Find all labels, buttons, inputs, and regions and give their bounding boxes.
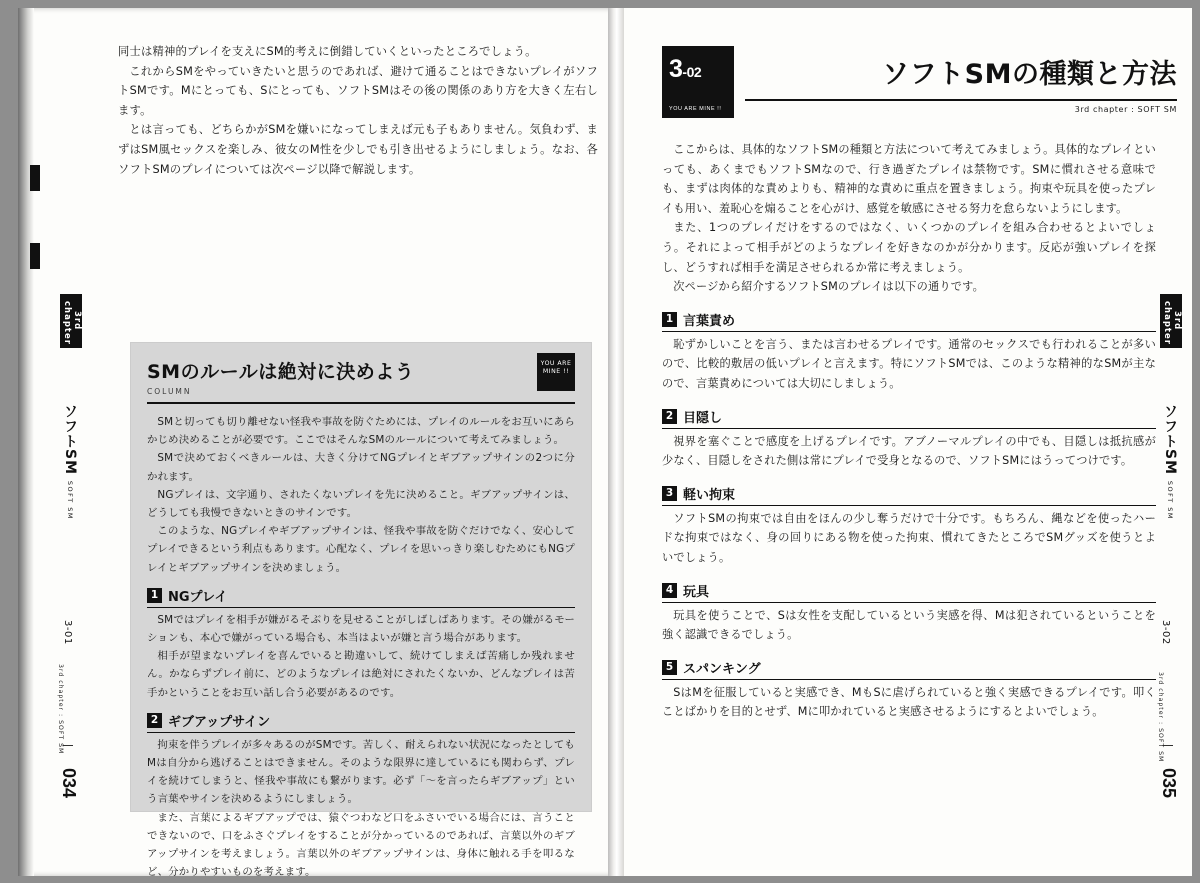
right-section-label [1160, 404, 1180, 520]
right-page-title-block [745, 52, 1177, 114]
left-section-label-sub: SOFT SM [66, 480, 74, 521]
left-page-number: 034 [59, 768, 79, 799]
section-heading [662, 658, 1156, 680]
title-rule [745, 99, 1177, 101]
section-number: 2 [662, 409, 677, 424]
binding-tab-icon [30, 243, 40, 269]
section-title: スパンキング [683, 661, 761, 677]
paragraph: ソフトSMの拘束では自由をほんの少し奪うだけで十分です。もちろん、縄などを使ったハードな拘束ではなく、身の回りにある物を使った拘束、慣れてきたところでSMグッズを使うとよいでしょう。 [662, 511, 1156, 564]
left-section-label-text: ソフトSM [62, 404, 78, 476]
section-number: 1 [147, 588, 162, 603]
you-are-mine-badge: YOU ARE MINE !! [537, 353, 575, 391]
page-gutter [608, 8, 624, 876]
section-number: 2 [147, 713, 162, 728]
paragraph: また、1つのプレイだけをするのではなく、いくつかのプレイを組み合わせるとよいでしょう。それによって相手がどのようなプレイを好きなのかが分かります。反応が強いプレイを探し、どうすれば相手を満足させられるか常に考えましょう。 [662, 221, 1156, 274]
section-title: 軽い拘束 [683, 487, 736, 503]
left-running-head: 3-01 [62, 620, 73, 645]
chapter-number-main: 3 [669, 55, 683, 83]
paragraph: とは言っても、どちらかがSMを嫌いになってしまえば元も子もありません。気負わず、まずはSM風セックスを楽しみ、彼女のM性を少しでも引き出せるようにしましょう。なお、各ソフトSMのプレイについては次ページ以降で解説します。 [118, 123, 598, 176]
right-chapter-tab: 3rd chapter [1160, 294, 1182, 348]
section-title: 言葉責め [683, 313, 736, 329]
chapter-number-badge [662, 46, 734, 118]
left-page-edge-shadow [18, 8, 34, 876]
binding-tab-icon [30, 165, 40, 191]
section-heading [662, 581, 1156, 603]
section-heading [147, 586, 575, 608]
left-footer-line: 3rd chapter : SOFT SM [57, 664, 64, 755]
right-running-head: 3-02 [1160, 620, 1171, 645]
you-are-mine-tagline: YOU ARE MINE !! [669, 106, 722, 112]
paragraph: 拘束を伴うプレイが多々あるのがSMです。苦しく、耐えられない状況になったとしてもMは自分から逃げることはできません。そのような限界に達しているにも関わらず、プレイを続けてしまうと、怪我や事故にも繋がります。必ず「〜を言ったらギブアップ」という言葉やサインを決めるようにしましょう。 [147, 738, 575, 806]
right-page-number: 035 [1159, 768, 1179, 799]
column-title: SMのルールは絶対に決めよう [147, 361, 415, 383]
paragraph: SMではプレイを相手が嫌がるそぶりを見せることがしばしばあります。その嫌がるモーションも、本心で嫌がっている場合も、本当はよいが嫌と言う場合があります。 [147, 613, 575, 645]
section-title: 目隠し [683, 410, 723, 426]
column-body [131, 404, 591, 881]
section-number: 3 [662, 486, 677, 501]
left-chapter-tab: 3rd chapter [60, 294, 82, 348]
paragraph: 相手が望まないプレイを喜んでいると勘違いして、続けてしまえば苦痛しか残れません。かならずプレイ前に、どのようなプレイは絶対にされたくないか、どんなプレイは苦手かということをお互い話し合う必要があるのです。 [147, 650, 575, 699]
column-box [130, 342, 592, 879]
paragraph: 玩具を使うことで、Sは女性を支配しているという実感を得、Mは犯されているということを強く認識できるでしょう。 [662, 608, 1156, 642]
section-heading [147, 711, 575, 733]
chapter-number [662, 46, 734, 84]
right-footer-line: 3rd chapter : SOFT SM [1157, 672, 1164, 763]
chapter-number-sub: -02 [682, 64, 702, 80]
paragraph: 次ページから紹介するソフトSMのプレイは以下の通りです。 [673, 280, 985, 294]
section-title: ギブアップサイン [168, 714, 271, 730]
section-heading [662, 310, 1156, 332]
left-page-body [118, 42, 598, 179]
section-number: 4 [662, 583, 677, 598]
paragraph: 視界を塞ぐことで感度を上げるプレイです。アブノーマルプレイの中でも、目隠しは抵抗感が少なく、目隠しをされた側は常にプレイで受身となるので、ソフトSMにはうってつけです。 [662, 434, 1156, 468]
section-heading [662, 407, 1156, 429]
column-header [147, 357, 575, 404]
page-title: ソフトSMの種類と方法 [882, 59, 1177, 90]
left-dash: | [62, 744, 74, 747]
section-number: 5 [662, 660, 677, 675]
paragraph: 同士は精神的プレイを支えにSM的考えに倒錯していくといったところでしょう。 [118, 45, 537, 58]
right-dash: | [1162, 744, 1174, 747]
paragraph: SMで決めておくべきルールは、大きく分けてNGプレイとギブアップサインの2つに分かれます。 [147, 452, 575, 483]
paragraph: 恥ずかしいことを言う、または言わせるプレイです。通常のセックスでも行われることが多いので、比較的敷居の低いプレイと言えます。特にソフトSMでは、このような精神的なSMが主なので、言葉責めについては大切にしましょう。 [662, 337, 1156, 390]
paragraph: SMと切っても切り離せない怪我や事故を防ぐためには、プレイのルールをお互いにあらかじめ決めることが必要です。ここではそんなSMのルールについて考えてみましょう。 [147, 416, 575, 447]
paragraph: また、言葉によるギブアップでは、猿ぐつわなど口をふさいでいる場合には、言うことできないので、口をふさぐプレイをすることが分かっているのであれば、言葉以外のギブアップサインを考えましょう。言葉以外のギブアップサインは、身体に触れる手を叩るなど、分かりやすいものを考えます。 [147, 811, 575, 879]
paragraph: NGプレイは、文字通り、されたくないプレイを先に決めること。ギブアップサインは、どうしても我慢できないときのサインです。 [147, 488, 575, 520]
section-title: 玩具 [683, 584, 710, 600]
paragraph: SはMを征服していると実感でき、MもSに虐げられていると強く実感できるプレイです。叩くことばかりを目的とせず、Mに叩かれていると実感させるようにするとよいでしょう。 [662, 685, 1156, 719]
paragraph: このような、NGプレイやギブアップサインは、怪我や事故を防ぐだけでなく、安心してプレイできるという利点もあります。心配なく、プレイを思いっきり楽しむためにもNGプレイとギブアップサインを決めましょう。 [147, 525, 575, 574]
section-heading [662, 484, 1156, 506]
section-number: 1 [662, 312, 677, 327]
page-subtitle: 3rd chapter : SOFT SM [1074, 105, 1177, 114]
paragraph: これからSMをやっていきたいと思うのであれば、避けて通ることはできないプレイがソフトSMです。Mにとっても、Sにとっても、ソフトSMはその後の関係のあり方を大きく左右します。 [118, 64, 598, 117]
paragraph: ここからは、具体的なソフトSMの種類と方法について考えてみましょう。具体的なプレイといっても、あくまでもソフトSMなので、行き過ぎたプレイは禁物です。SMに慣れさせる意味でも、まずは肉体的な責めよりも、精神的な責めに重点を置きましょう。拘束や玩具を使ったプレイも用い、羞恥心を煽ることを心がけ、感覚を敏感にさせる努力を怠らないようにします。 [662, 143, 1156, 215]
right-section-label-sub: SOFT SM [1166, 480, 1174, 521]
left-section-label [60, 404, 80, 520]
right-section-label-text: ソフトSM [1162, 404, 1178, 476]
column-subtitle: COLUMN [147, 387, 192, 396]
section-title: NGプレイ [168, 589, 228, 605]
right-page-body [662, 140, 1156, 722]
